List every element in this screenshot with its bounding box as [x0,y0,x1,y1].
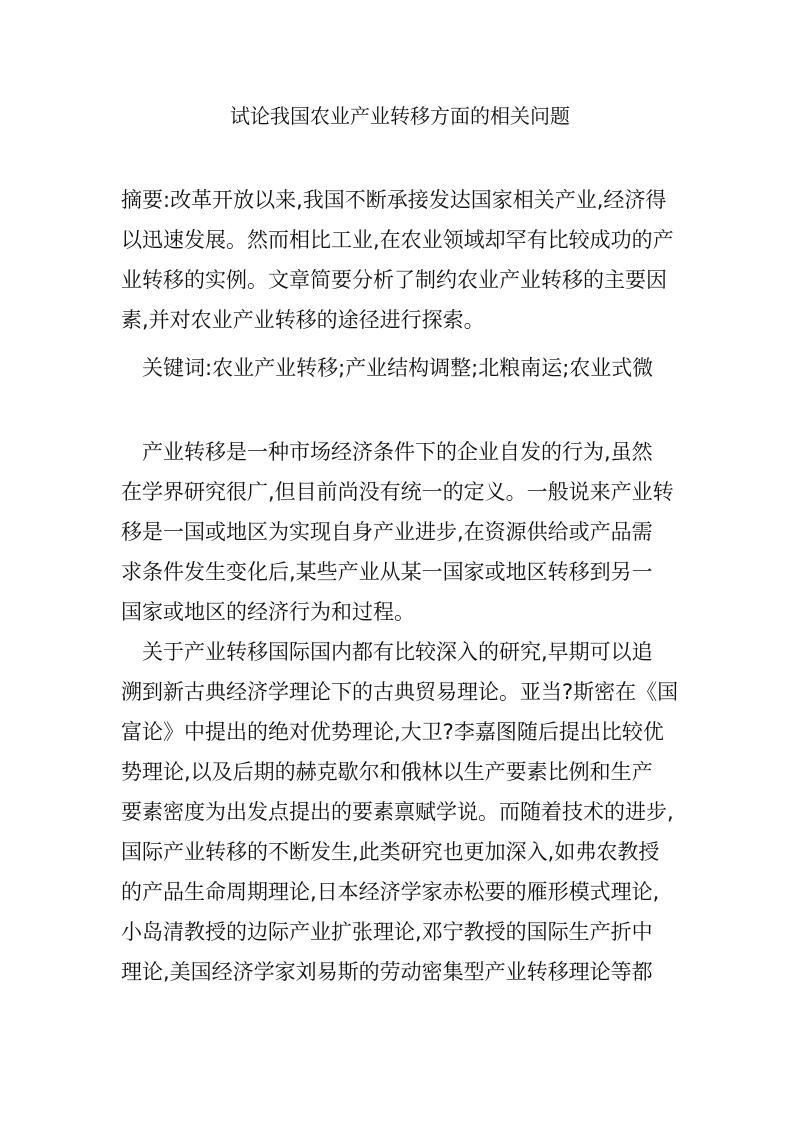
body-line: 小岛清教授的边际产业扩张理论,邓宁教授的国际生产折中 [121,920,653,944]
body-line: 要素密度为出发点提出的要素禀赋学说。而随着技术的进步, [121,800,674,824]
body-line: 的产品生命周期理论,日本经济学家赤松要的雁形模式理论, [121,880,660,904]
body-line: 在学界研究很广,但目前尚没有统一的定义。一般说来产业转 [121,480,674,504]
body-line: 国际产业转移的不断发生,此类研究也更加深入,如弗农教授 [121,840,660,864]
body-line: 关于产业转移国际国内都有比较深入的研究,早期可以追 [142,640,653,664]
body-section [121,432,681,992]
abstract-line: 摘要:改革开放以来,我国不断承接发达国家相关产业,经济得 [121,188,667,212]
body-line: 势理论,以及后期的赫克歇尔和俄林以生产要素比例和生产 [121,760,653,784]
abstract-section [121,180,681,340]
body-line: 产业转移是一种市场经济条件下的企业自发的行为,虽然 [142,440,653,464]
body-line: 富论》中提出的绝对优势理论,大卫?李嘉图随后提出比较优 [121,720,664,744]
body-line: 国家或地区的经济行为和过程。 [121,600,415,624]
body-line: 理论,美国经济学家刘易斯的劳动密集型产业转移理论等都 [121,960,653,984]
abstract-line: 业转移的实例。文章简要分析了制约农业产业转移的主要因 [121,268,667,292]
keywords-line: 关键词:农业产业转移;产业结构调整;北粮南运;农业式微 [142,356,654,380]
abstract-line: 以迅速发展。然而相比工业,在农业领域却罕有比较成功的产 [121,228,674,252]
document-title: 试论我国农业产业转移方面的相关问题 [230,104,570,128]
body-line: 溯到新古典经济学理论下的古典贸易理论。亚当?斯密在《国 [121,680,679,704]
keywords-section [121,348,681,388]
body-line: 移是一国或地区为实现自身产业进步,在资源供给或产品需 [121,520,653,544]
abstract-line: 素,并对农业产业转移的途径进行探索。 [121,308,485,332]
body-line: 求条件发生变化后,某些产业从某一国家或地区转移到另一 [121,560,653,584]
